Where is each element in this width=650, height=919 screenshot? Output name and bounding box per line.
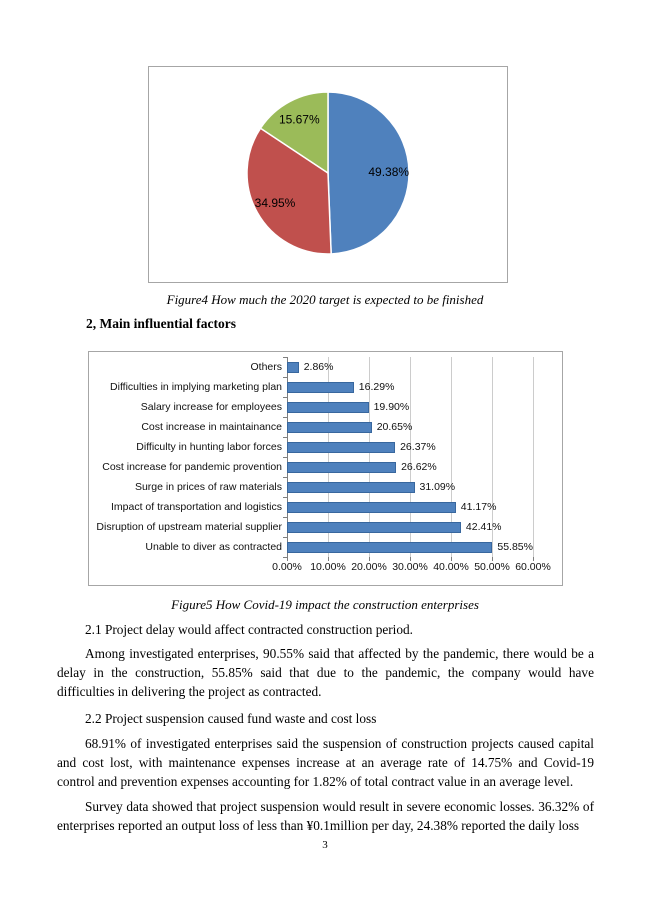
bar-data-label: 42.41% — [465, 521, 502, 533]
bar — [287, 522, 461, 533]
bar — [287, 542, 492, 553]
bar-data-label: 31.09% — [419, 481, 456, 493]
page-number: 3 — [322, 839, 328, 851]
x-axis-tick-label: 60.00% — [515, 561, 551, 573]
bar — [287, 382, 354, 393]
bar-track — [287, 361, 533, 373]
bar-data-label: 41.17% — [460, 501, 497, 513]
bar-category-label: Surge in prices of raw materials — [134, 481, 282, 493]
bar-category-label: Disruption of upstream material supplier — [96, 521, 282, 533]
figure4-caption: Figure4 How much the 2020 target is expected to be finished — [166, 292, 484, 307]
pie-data-label: 34.95% — [254, 195, 296, 210]
bar-category-label: Unable to diver as contracted — [145, 541, 282, 553]
bar — [287, 422, 372, 433]
bar-data-label: 26.37% — [400, 441, 436, 453]
bar-track — [287, 441, 533, 453]
bar-row — [89, 537, 562, 557]
paragraph-2-1-body: Among investigated enterprises, 90.55% said that affected by the pandemic, there would be a delay in the construction, 55.85% said that due to the pandemic, the company would have difficulties in delivering the project as contracted. — [57, 646, 594, 700]
bar-track — [287, 461, 533, 473]
bar — [287, 402, 369, 413]
bar-data-label: 19.90% — [373, 401, 410, 413]
bar — [287, 442, 395, 453]
bar-row — [89, 497, 562, 517]
section-heading: 2, Main influential factors — [86, 316, 236, 331]
x-axis-tick-label: 40.00% — [433, 561, 469, 573]
x-axis-tick-label: 30.00% — [392, 561, 428, 573]
paragraph-2-2-body-2: Survey data showed that project suspension would result in severe economic losses. 36.32% of enterprises reported an output loss of less than ¥0.1million per day, 24.38% reported the daily loss — [57, 799, 594, 834]
bar-chart-x-axis-labels — [272, 561, 551, 575]
paragraph-2-2-heading: 2.2 Project suspension caused fund waste and cost loss — [85, 711, 377, 726]
figure5-caption: Figure5 How Covid-19 impact the construction enterprises — [171, 597, 479, 612]
pie-data-label: 15.67% — [278, 112, 320, 127]
bar-data-label: 55.85% — [497, 541, 533, 553]
bar-data-label: 26.62% — [401, 461, 437, 473]
bar-row — [89, 457, 562, 477]
category-axis-tick — [283, 557, 287, 558]
figure4-pie-chart — [148, 66, 508, 283]
bar — [287, 362, 299, 373]
bar-track — [287, 421, 533, 433]
bar — [287, 462, 396, 473]
bar-category-label: Cost increase for pandemic provention — [102, 461, 282, 473]
bar-track — [287, 481, 533, 493]
bar-track — [287, 381, 533, 393]
bar-track — [287, 521, 533, 533]
x-axis-tick-label: 20.00% — [351, 561, 387, 573]
bar-category-label: Others — [250, 361, 282, 373]
bar-row — [89, 517, 562, 537]
bar-category-label: Difficulties in implying marketing plan — [110, 381, 282, 393]
x-axis-tick-label: 50.00% — [474, 561, 510, 573]
bar-row — [89, 377, 562, 397]
figure5-bar-chart — [88, 351, 563, 586]
bar-row — [89, 357, 562, 377]
pie-data-label: 49.38% — [368, 164, 410, 179]
bar-data-label: 2.86% — [303, 361, 334, 373]
x-axis-tick-label: 0.00% — [272, 561, 302, 573]
bar-track — [287, 501, 533, 513]
bar-data-label: 20.65% — [376, 421, 413, 433]
bar-row — [89, 477, 562, 497]
bar-row — [89, 397, 562, 417]
bar — [287, 502, 456, 513]
bar-row — [89, 437, 562, 457]
bar-category-label: Difficulty in hunting labor forces — [136, 441, 282, 453]
bar-track — [287, 401, 533, 413]
bar-row — [89, 417, 562, 437]
paragraph-2-2-body-1: 68.91% of investigated enterprises said the suspension of construction projects caused capital and cost lost, with maintenance expenses increase at an average rate of 14.75% and Covid-19 control and prevention expenses accounting for 1.82% of total contract value in an average level. — [57, 736, 594, 790]
bar-chart-rows — [89, 357, 562, 557]
x-axis-tick-label: 10.00% — [310, 561, 346, 573]
bar-category-label: Cost increase in maintainance — [141, 421, 282, 433]
bar — [287, 482, 415, 493]
bar-category-label: Salary increase for employees — [140, 401, 282, 413]
bar-track — [287, 541, 533, 553]
pie-chart-canvas — [149, 67, 507, 282]
paragraph-2-1-heading: 2.1 Project delay would affect contracted construction period. — [85, 622, 414, 637]
bar-category-label: Impact of transportation and logistics — [110, 501, 282, 513]
bar-data-label: 16.29% — [358, 381, 395, 393]
